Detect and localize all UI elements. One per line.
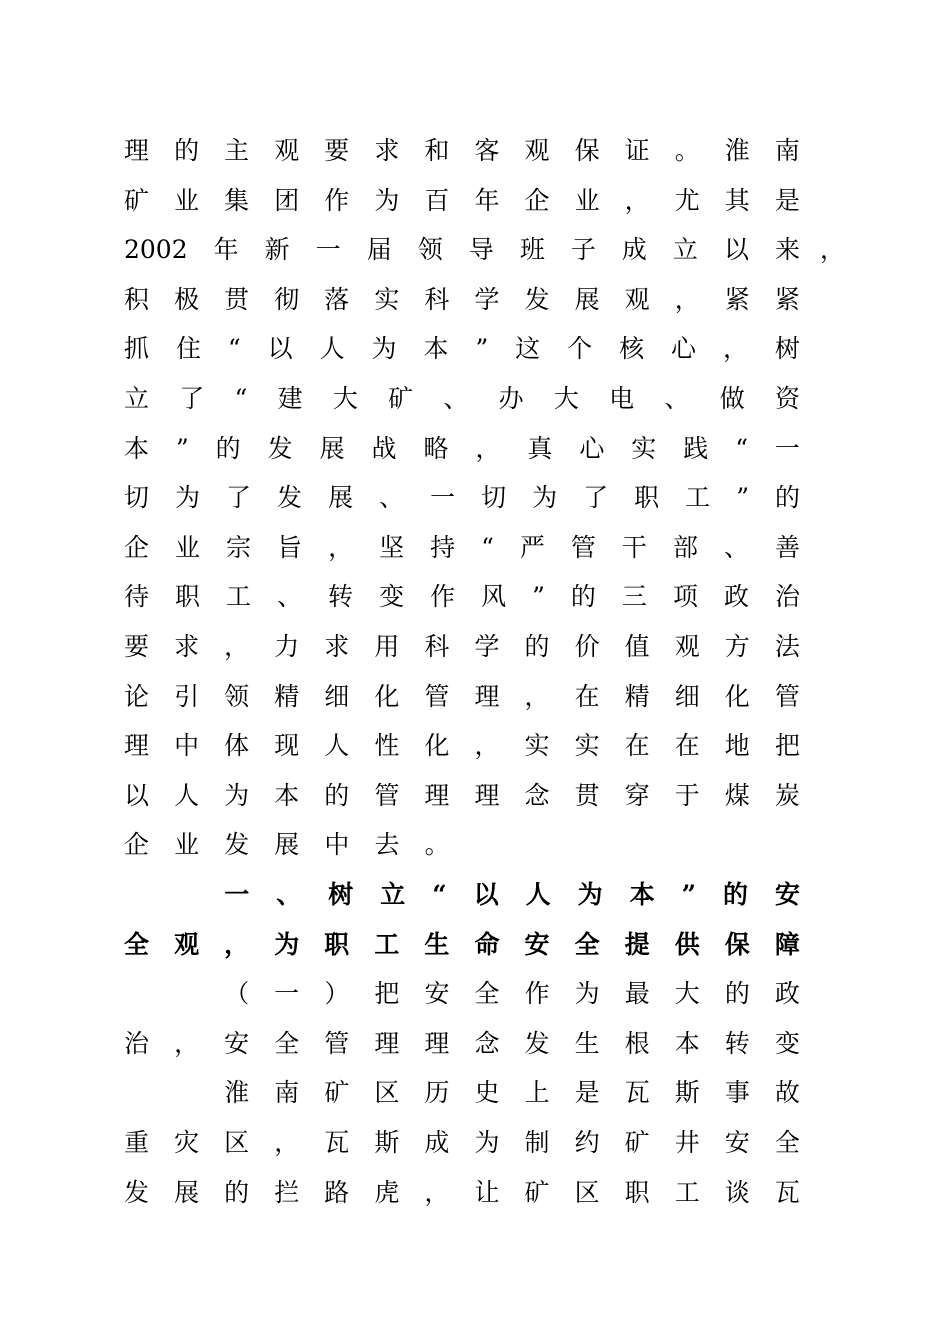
text-line: 要 求 ， 力 求 用 科 学 的 价 值 观 方 法 (124, 632, 800, 661)
text-line: 发 展 的 拦 路 虎 ， 让 矿 区 职 工 谈 瓦 (124, 1177, 800, 1207)
text-line: 理 中 体 现 人 性 化 ， 实 实 在 在 地 把 (124, 731, 800, 761)
text-line: 抓 住 “ 以 人 为 本 ” 这 个 核 心 ， 树 (124, 334, 800, 364)
text-line: 待 职 工 、 转 变 作 风 ” 的 三 项 政 治 (124, 582, 800, 612)
text-line: 立 了 “ 建 大 矿 、 办 大 电 、 做 资 (124, 384, 800, 413)
text-line: 重 灾 区 ， 瓦 斯 成 为 制 约 矿 井 安 全 (124, 1128, 800, 1157)
text-line: 2002 年 新 一 届 领 导 班 子 成 立 以 来 (124, 235, 800, 265)
text-line: 治 ， 安 全 管 理 理 念 发 生 根 本 转 变 (124, 1028, 800, 1058)
text-line: 企 业 发 展 中 去 。 (124, 830, 450, 860)
text-line: 一 、 树 立 “ 以 人 为 本 ” 的 安 (224, 880, 800, 909)
text-line: 淮 南 矿 区 历 史 上 是 瓦 斯 事 故 (224, 1078, 800, 1108)
text-line: 论 引 领 精 细 化 管 理 ， 在 精 细 化 管 (124, 681, 800, 711)
text-line: 本 ” 的 发 展 战 略 ， 真 心 实 践 “ 一 (124, 433, 800, 463)
text-line: 全 观 ， 为 职 工 生 命 安 全 提 供 保 障 (124, 929, 800, 959)
text-line: 积 极 贯 彻 落 实 科 学 发 展 观 ， 紧 紧 (124, 284, 800, 314)
overhang-punctuation: ， (820, 235, 846, 265)
text-line: 以 人 为 本 的 管 理 理 念 贯 穿 于 煤 炭 (124, 780, 800, 810)
text-line: （ 一 ） 把 安 全 作 为 最 大 的 政 (224, 979, 800, 1009)
text-line: 理 的 主 观 要 求 和 客 观 保 证 。 淮 南 (124, 136, 800, 165)
text-line: 切 为 了 发 展 、 一 切 为 了 职 工 ” 的 (124, 483, 800, 513)
text-line: 企 业 宗 旨 ， 坚 持 “ 严 管 干 部 、 善 (124, 532, 800, 562)
text-line: 矿 业 集 团 作 为 百 年 企 业 ， 尤 其 是 (124, 185, 800, 215)
